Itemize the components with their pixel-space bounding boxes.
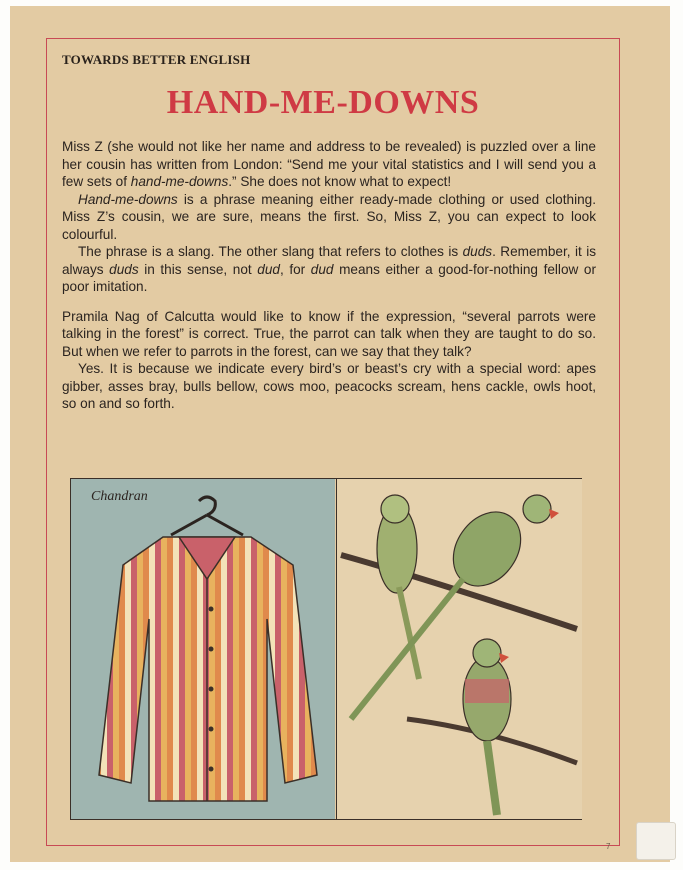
shirt-on-hanger-icon [71,479,335,819]
parrots-panel [336,479,582,819]
publisher-logo [636,822,676,860]
artist-signature: Chandran [91,489,148,504]
paragraph-3: The phrase is a slang. The other slang that refers to clothes is duds. Remember, it is always duds in this sense, not dud, for dud means either a good-for-nothing fellow or poor imitation. [62,244,597,294]
paragraph-2: Hand-me-downs is a phrase meaning either ready-made clothing or used clothing. Miss Z’s cousin, we are sure, means the first. So, Miss Z, you can expect to look colourful. [62,191,596,242]
section-label: TOWARDS BETTER ENGLISH [62,52,251,67]
article-title: HAND-ME-DOWNS [166,84,480,121]
page-number: 7 [606,842,611,851]
paragraph-1: Miss Z (she would not like her name and address to be revealed) is puzzled over a line her cousin has written from London: “Send me your vital statistics and I will send you a few sets of hand-me-downs.” She does not know what to expect! [62,139,596,189]
article-body [62,138,596,413]
paragraph-5: Yes. It is because we indicate every bird’s or beast’s cry with a special word: apes gibber, asses bray, bulls bellow, cows moo, peacocks scream, hens cackle, owls hoot, so on and so forth. [62,361,596,411]
paragraph-4: Pramila Nag of Calcutta would like to know if the expression, “several parrots were talking in the forest” is correct. True, the parrot can talk when they are taught to do so. But when we refer to parrots in the forest, can we say that they talk? [62,308,596,359]
illustration [70,478,582,820]
shirt-panel [71,479,335,819]
parrot-icon [337,479,582,819]
